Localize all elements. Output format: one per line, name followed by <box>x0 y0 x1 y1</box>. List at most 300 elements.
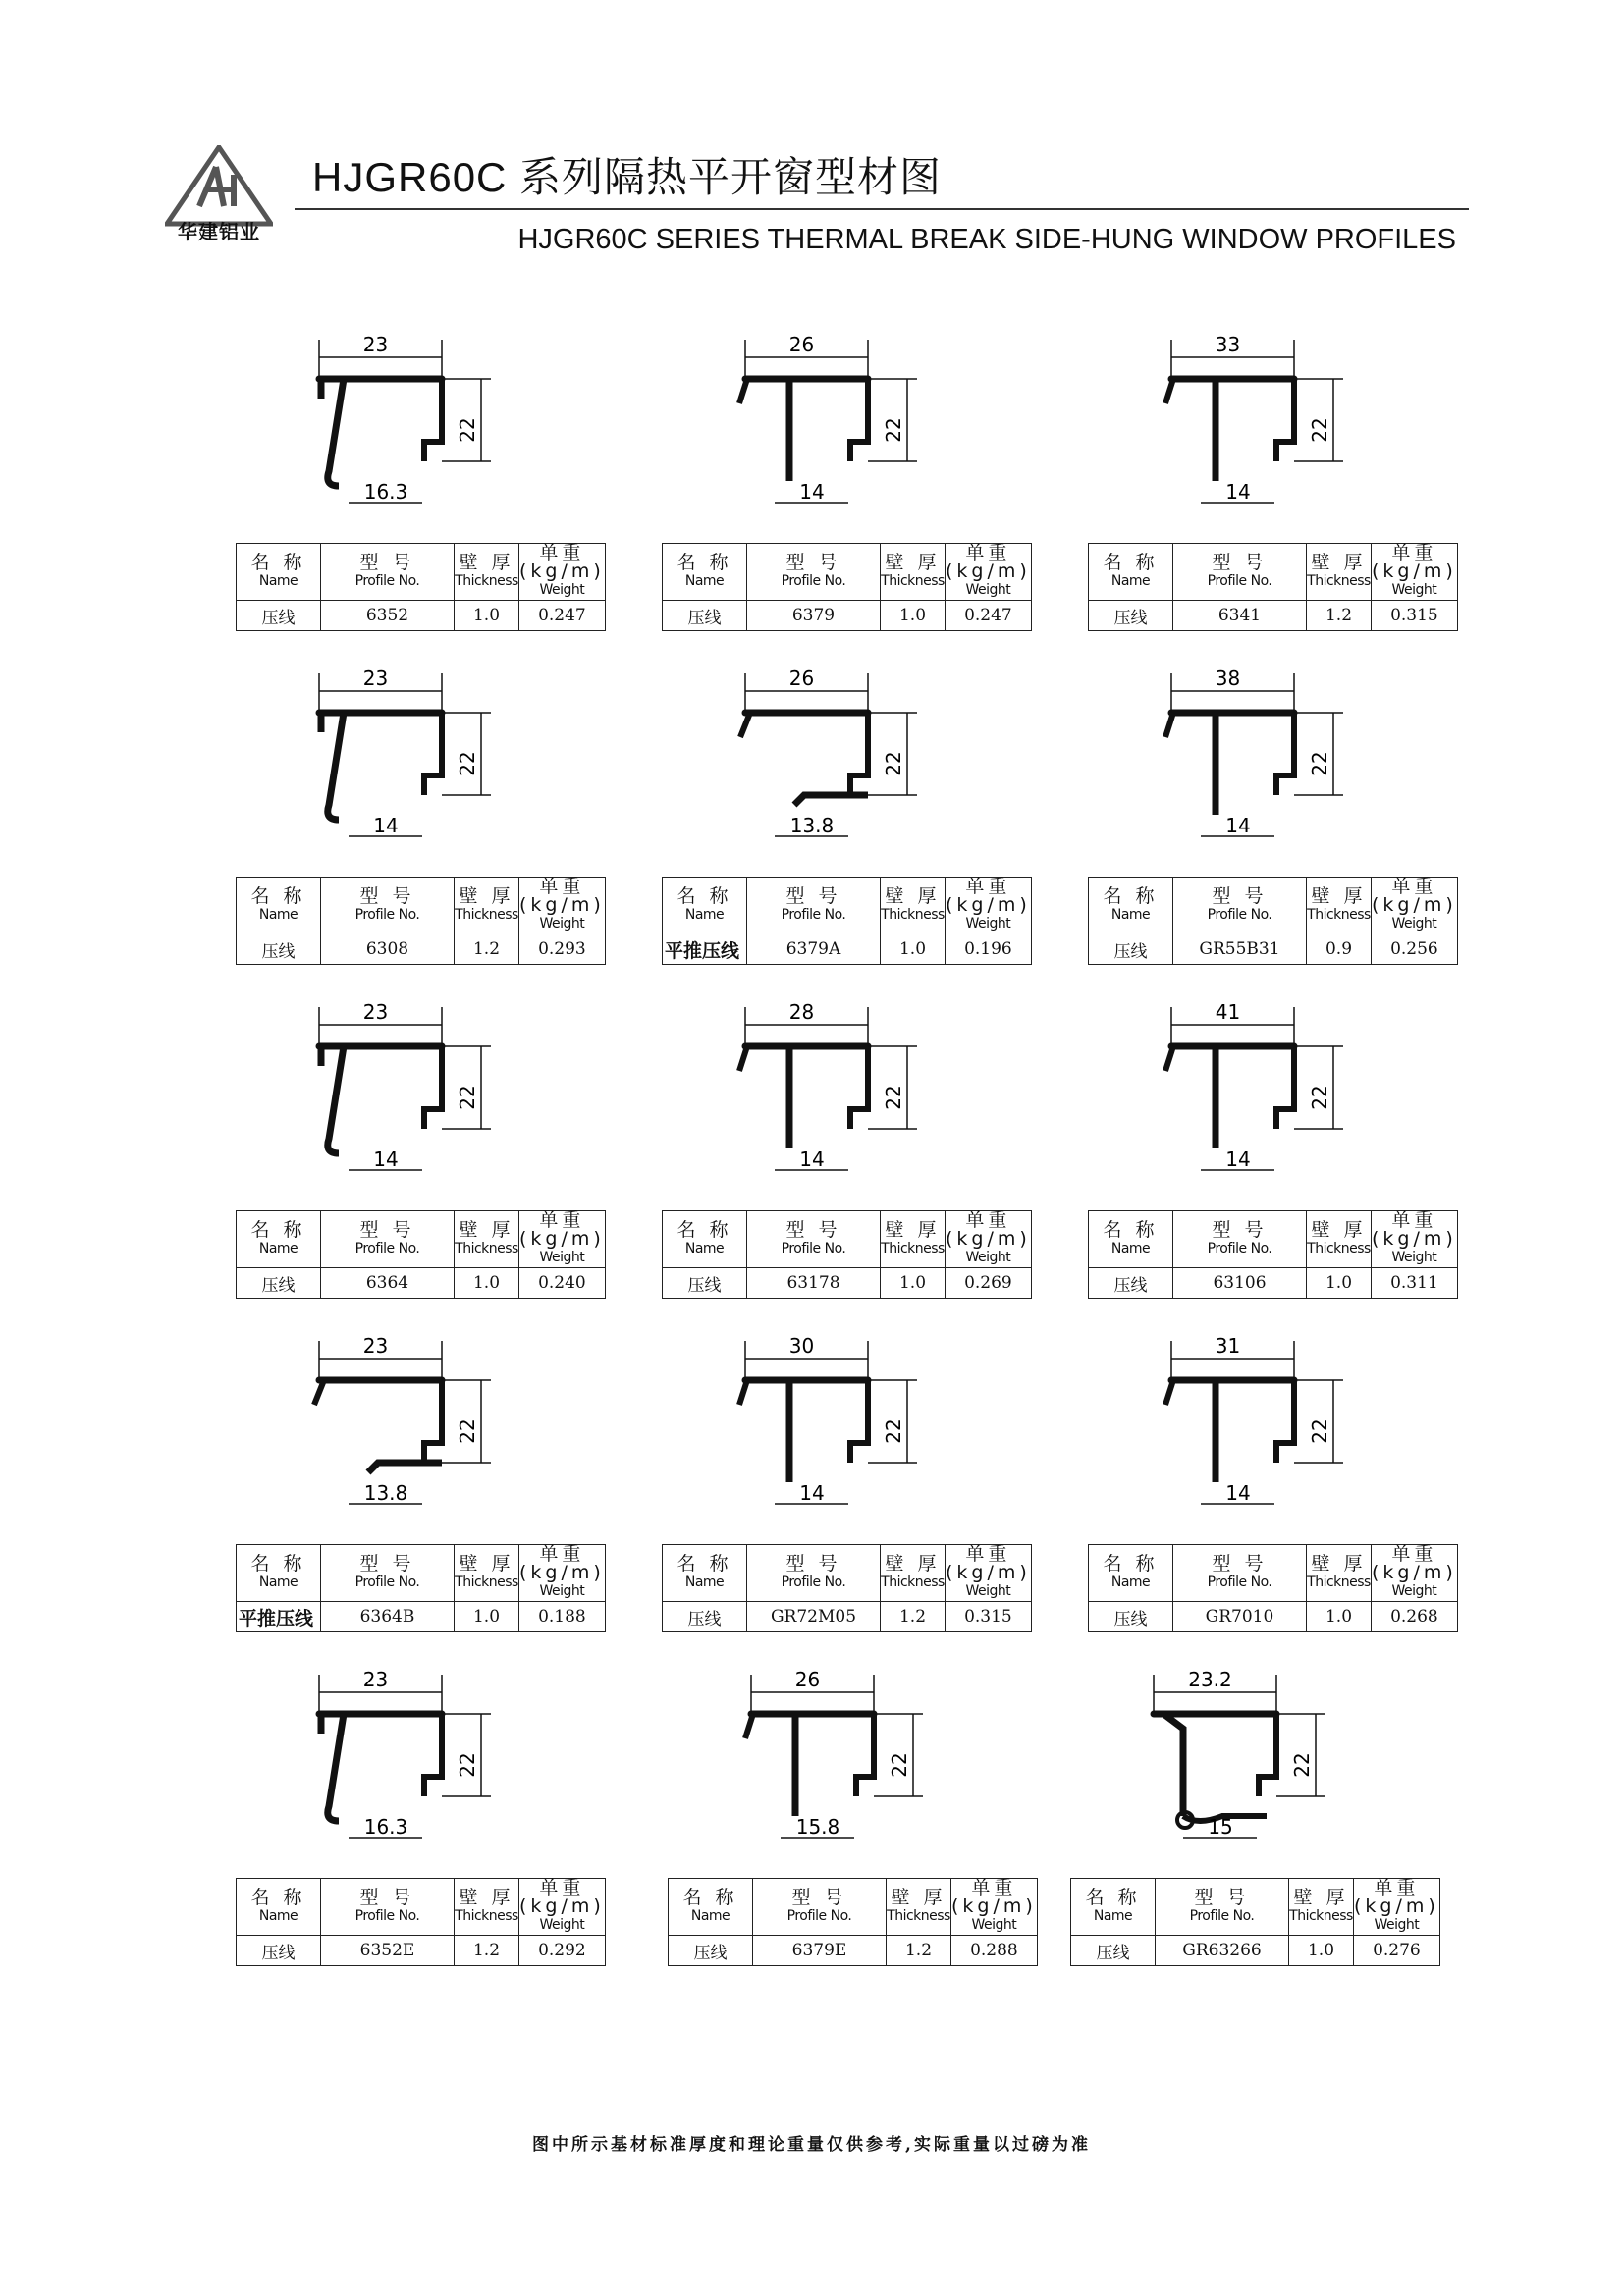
header-weight <box>519 878 606 934</box>
cell-weight: 0.268 <box>1372 1602 1458 1632</box>
header-name <box>237 878 321 934</box>
header-cn: 壁 厚 <box>1311 1552 1367 1575</box>
header-weight <box>951 1879 1038 1936</box>
header-cn: 单重(kg/m) <box>1354 1877 1439 1917</box>
cell-thickness: 1.2 <box>455 1936 519 1966</box>
profile-section-drawing <box>319 379 442 486</box>
profile-card <box>1070 1657 1447 1986</box>
dim-bottom-label: 13.8 <box>363 1481 408 1505</box>
dim-width-label: 33 <box>1215 333 1241 356</box>
dim-width-label: 26 <box>788 667 815 690</box>
header-en: Weight <box>965 582 1011 598</box>
header-cn: 单重(kg/m) <box>519 876 605 916</box>
profile-section-drawing <box>1165 1046 1294 1148</box>
page-subtitle: HJGR60C SERIES THERMAL BREAK SIDE-HUNG WINDOW PROFILES <box>517 224 1456 255</box>
profile-drawing <box>236 989 613 1210</box>
cell-thickness: 1.2 <box>1307 601 1372 631</box>
cell-weight: 0.256 <box>1372 934 1458 965</box>
profile-drawing <box>1088 322 1465 543</box>
dim-width-label: 23 <box>362 1334 389 1358</box>
profile-section-drawing <box>1165 379 1294 481</box>
profile-drawing <box>236 1657 613 1878</box>
header-thickness <box>881 878 946 934</box>
header-cn: 单重(kg/m) <box>946 1543 1031 1583</box>
profile-section-drawing <box>319 713 442 820</box>
header-cn: 名 称 <box>1103 884 1159 907</box>
header-cn: 型 号 <box>1212 1552 1268 1575</box>
header-cn: 名 称 <box>250 1218 306 1241</box>
dim-width-label: 23 <box>362 333 389 356</box>
profile-card <box>668 1657 1045 1986</box>
header-profile-no <box>321 544 455 601</box>
cell-thickness: 1.2 <box>887 1936 951 1966</box>
header-cn: 壁 厚 <box>1311 1218 1367 1241</box>
header-en: Name <box>690 1907 730 1924</box>
dim-height-label: 22 <box>1308 417 1331 443</box>
header-en: Thickness <box>1307 1240 1371 1256</box>
footnote: 图中所示基材标准厚度和理论重量仅供参考,实际重量以过磅为准 <box>532 2135 1091 2155</box>
header-profile-no <box>747 1545 881 1602</box>
spec-table <box>1088 1544 1458 1632</box>
header-thickness <box>455 1545 519 1602</box>
spec-table <box>1088 1210 1458 1299</box>
header-en: Weight <box>1374 1917 1420 1933</box>
cell-thickness: 1.0 <box>1307 1268 1372 1299</box>
header-en: Weight <box>539 916 585 932</box>
header-thickness <box>1307 878 1372 934</box>
spec-table <box>1088 543 1458 631</box>
header-profile-no <box>321 1879 455 1936</box>
profile-card <box>662 656 1039 985</box>
header-cn: 壁 厚 <box>459 884 514 907</box>
spec-table <box>236 1878 606 1966</box>
cell-name: 压线 <box>1089 934 1173 965</box>
dim-bottom-label: 14 <box>1225 1481 1251 1505</box>
cell-name: 压线 <box>1071 1936 1156 1966</box>
header-cn: 壁 厚 <box>885 1552 941 1575</box>
header-cn: 单重(kg/m) <box>946 1209 1031 1250</box>
header-en: Thickness <box>887 1907 950 1924</box>
header-en: Thickness <box>1307 1574 1371 1590</box>
header-cn: 型 号 <box>785 1218 841 1241</box>
header-weight <box>1354 1879 1440 1936</box>
profile-card <box>662 989 1039 1318</box>
logo-text: 华建铝业 <box>178 220 260 243</box>
header-en: Name <box>1110 1574 1151 1590</box>
header-profile-no <box>747 878 881 934</box>
header-thickness <box>455 1879 519 1936</box>
cell-thickness: 1.0 <box>881 1268 946 1299</box>
header-en: Thickness <box>1307 572 1371 589</box>
profile-card <box>1088 656 1465 985</box>
dim-height-label: 22 <box>456 1752 479 1778</box>
header-cn: 单重(kg/m) <box>519 542 605 582</box>
spec-table <box>236 543 606 631</box>
profile-card <box>662 322 1039 651</box>
cell-name: 压线 <box>237 934 321 965</box>
header-en: Weight <box>965 1250 1011 1265</box>
header-cn: 名 称 <box>676 1552 732 1575</box>
header-profile-no <box>747 1211 881 1268</box>
header-en: Name <box>1110 1240 1151 1256</box>
dim-bottom-label: 14 <box>1225 480 1251 504</box>
cell-profile-no: 6364B <box>321 1602 455 1632</box>
dim-bottom-label: 14 <box>373 814 399 837</box>
cell-name: 压线 <box>237 1936 321 1966</box>
header-name <box>663 878 747 934</box>
header-cn: 型 号 <box>1194 1886 1250 1908</box>
header-name <box>663 1211 747 1268</box>
header-cn: 型 号 <box>1212 1218 1268 1241</box>
header-weight <box>946 1211 1032 1268</box>
header-en: Profile No. <box>1207 1574 1272 1590</box>
spec-table <box>236 1210 606 1299</box>
header-cn: 壁 厚 <box>459 1218 514 1241</box>
spec-table <box>668 1878 1038 1966</box>
header-cn: 名 称 <box>250 1552 306 1575</box>
cell-name: 压线 <box>1089 1602 1173 1632</box>
profile-card <box>236 989 613 1318</box>
dim-width-label: 26 <box>794 1668 821 1691</box>
header-thickness <box>887 1879 951 1936</box>
dim-width-label: 23 <box>362 667 389 690</box>
header-en: Weight <box>1391 1250 1437 1265</box>
profile-section-drawing <box>739 1380 868 1482</box>
header-en: Thickness <box>881 572 945 589</box>
profile-drawing <box>1088 656 1465 877</box>
profile-card <box>236 1657 613 1986</box>
cell-thickness: 0.9 <box>1307 934 1372 965</box>
cell-profile-no: 63106 <box>1173 1268 1307 1299</box>
cell-profile-no: 6352 <box>321 601 455 631</box>
profile-card <box>1088 322 1465 651</box>
header-en: Thickness <box>455 572 518 589</box>
header-name <box>237 1211 321 1268</box>
dim-bottom-label: 14 <box>1225 814 1251 837</box>
header-cn: 单重(kg/m) <box>519 1543 605 1583</box>
header-name <box>237 544 321 601</box>
spec-table <box>1070 1878 1440 1966</box>
profile-drawing <box>662 656 1039 877</box>
dim-height-label: 22 <box>882 1085 905 1110</box>
header-thickness <box>455 544 519 601</box>
header-profile-no <box>321 878 455 934</box>
cell-thickness: 1.2 <box>881 1602 946 1632</box>
header-name <box>1089 1211 1173 1268</box>
title-divider <box>295 208 1469 210</box>
header-en: Profile No. <box>354 1907 420 1924</box>
cell-profile-no: GR55B31 <box>1173 934 1307 965</box>
header-thickness <box>1307 1211 1372 1268</box>
header-cn: 名 称 <box>682 1886 738 1908</box>
header-cn: 型 号 <box>359 1886 415 1908</box>
header-cn: 单重(kg/m) <box>946 542 1031 582</box>
profile-drawing <box>236 1323 613 1544</box>
profile-drawing <box>1070 1657 1447 1878</box>
dim-width-label: 41 <box>1215 1000 1241 1024</box>
header-thickness <box>1307 1545 1372 1602</box>
spec-table <box>662 1210 1032 1299</box>
header-name <box>1089 544 1173 601</box>
cell-thickness: 1.0 <box>1307 1602 1372 1632</box>
profile-section-drawing <box>739 1046 868 1148</box>
header-cn: 名 称 <box>1085 1886 1141 1908</box>
cell-weight: 0.276 <box>1354 1936 1440 1966</box>
header-weight <box>519 1545 606 1602</box>
spec-table <box>236 877 606 965</box>
header-weight <box>946 544 1032 601</box>
spec-table <box>662 1544 1032 1632</box>
dim-height-label: 22 <box>888 1752 911 1778</box>
profile-card <box>236 322 613 651</box>
header-cn: 型 号 <box>1212 884 1268 907</box>
header-cn: 单重(kg/m) <box>519 1209 605 1250</box>
header-en: Thickness <box>455 1240 518 1256</box>
header-en: Thickness <box>1289 1907 1353 1924</box>
header-en: Weight <box>1391 916 1437 932</box>
header-cn: 名 称 <box>250 1886 306 1908</box>
dim-bottom-label: 14 <box>799 480 825 504</box>
header-cn: 壁 厚 <box>885 1218 941 1241</box>
cell-name: 压线 <box>669 1936 753 1966</box>
header-cn: 单重(kg/m) <box>519 1877 605 1917</box>
header-profile-no <box>753 1879 887 1936</box>
header-cn: 型 号 <box>785 1552 841 1575</box>
dim-height-label: 22 <box>1290 1752 1314 1778</box>
header-en: Name <box>1110 906 1151 923</box>
profile-drawing <box>1088 1323 1465 1544</box>
profile-card <box>662 1323 1039 1652</box>
header-en: Profile No. <box>781 572 846 589</box>
header-cn: 名 称 <box>250 884 306 907</box>
header-cn: 型 号 <box>1212 551 1268 573</box>
header-en: Name <box>258 1240 298 1256</box>
header-cn: 型 号 <box>785 551 841 573</box>
profile-drawing <box>236 656 613 877</box>
header-en: Profile No. <box>1189 1907 1255 1924</box>
header-en: Name <box>258 1907 298 1924</box>
header-name <box>663 544 747 601</box>
cell-profile-no: 63178 <box>747 1268 881 1299</box>
header-cn: 壁 厚 <box>459 1552 514 1575</box>
header-en: Profile No. <box>786 1907 852 1924</box>
header-en: Profile No. <box>354 572 420 589</box>
cell-thickness: 1.0 <box>1289 1936 1354 1966</box>
header-en: Profile No. <box>1207 572 1272 589</box>
cell-weight: 0.247 <box>519 601 606 631</box>
header-en: Weight <box>965 1583 1011 1599</box>
cell-name: 压线 <box>237 1268 321 1299</box>
header-en: Thickness <box>881 1240 945 1256</box>
header-en: Name <box>258 906 298 923</box>
header-cn: 名 称 <box>676 884 732 907</box>
header-en: Weight <box>539 1250 585 1265</box>
dim-width-label: 38 <box>1215 667 1241 690</box>
dim-height-label: 22 <box>1308 1418 1331 1444</box>
header-en: Profile No. <box>781 1240 846 1256</box>
header-cn: 壁 厚 <box>1311 551 1367 573</box>
profile-drawing <box>236 322 613 543</box>
cell-weight: 0.292 <box>519 1936 606 1966</box>
header-cn: 型 号 <box>791 1886 847 1908</box>
dim-bottom-label: 16.3 <box>363 1815 408 1839</box>
header-profile-no <box>321 1545 455 1602</box>
profile-section-drawing <box>1165 713 1294 815</box>
profile-section-drawing <box>319 1046 442 1153</box>
header-en: Thickness <box>881 1574 945 1590</box>
header-cn: 单重(kg/m) <box>1372 542 1457 582</box>
dim-height-label: 22 <box>456 1418 479 1444</box>
header-en: Name <box>1110 572 1151 589</box>
header-en: Thickness <box>881 906 945 923</box>
header-cn: 壁 厚 <box>459 551 514 573</box>
header-weight <box>1372 544 1458 601</box>
dim-bottom-label: 15.8 <box>795 1815 840 1839</box>
header-en: Profile No. <box>354 1574 420 1590</box>
header-cn: 名 称 <box>676 1218 732 1241</box>
header-profile-no <box>1173 1545 1307 1602</box>
header-thickness <box>1289 1879 1354 1936</box>
cell-profile-no: 6308 <box>321 934 455 965</box>
header-cn: 名 称 <box>250 551 306 573</box>
header-thickness <box>455 1211 519 1268</box>
dim-width-label: 31 <box>1215 1334 1241 1358</box>
header-weight <box>519 544 606 601</box>
cell-weight: 0.247 <box>946 601 1032 631</box>
cell-profile-no: 6352E <box>321 1936 455 1966</box>
header-en: Weight <box>539 1917 585 1933</box>
dim-bottom-label: 13.8 <box>789 814 835 837</box>
cell-weight: 0.293 <box>519 934 606 965</box>
profile-drawing <box>662 989 1039 1210</box>
profile-section-drawing <box>740 713 868 805</box>
header-weight <box>1372 1545 1458 1602</box>
header-cn: 型 号 <box>359 551 415 573</box>
cell-profile-no: 6379E <box>753 1936 887 1966</box>
spec-table <box>662 877 1032 965</box>
header-en: Weight <box>1391 1583 1437 1599</box>
header-weight <box>946 878 1032 934</box>
header-cn: 壁 厚 <box>1293 1886 1349 1908</box>
dim-height-label: 22 <box>882 1418 905 1444</box>
profile-section-drawing <box>1154 1714 1276 1828</box>
dim-width-label: 23 <box>362 1668 389 1691</box>
cell-weight: 0.311 <box>1372 1268 1458 1299</box>
dim-height-label: 22 <box>456 1085 479 1110</box>
header-en: Name <box>684 906 725 923</box>
cell-profile-no: 6364 <box>321 1268 455 1299</box>
header-en: Thickness <box>455 1907 518 1924</box>
header-weight <box>1372 878 1458 934</box>
cell-thickness: 1.0 <box>455 1602 519 1632</box>
header-en: Profile No. <box>354 1240 420 1256</box>
header-en: Name <box>1093 1907 1133 1924</box>
header-cn: 名 称 <box>1103 1552 1159 1575</box>
header-weight <box>1372 1211 1458 1268</box>
cell-weight: 0.188 <box>519 1602 606 1632</box>
header-cn: 名 称 <box>676 551 732 573</box>
cell-thickness: 1.0 <box>455 601 519 631</box>
header-cn: 型 号 <box>785 884 841 907</box>
header-en: Weight <box>539 582 585 598</box>
profile-card <box>236 1323 613 1652</box>
header-en: Thickness <box>455 1574 518 1590</box>
cell-thickness: 1.0 <box>881 601 946 631</box>
header-weight <box>519 1879 606 1936</box>
cell-profile-no: 6379 <box>747 601 881 631</box>
header-en: Name <box>258 572 298 589</box>
dim-bottom-label: 14 <box>799 1481 825 1505</box>
dim-bottom-label: 14 <box>373 1148 399 1171</box>
profile-card <box>236 656 613 985</box>
header-cn: 单重(kg/m) <box>946 876 1031 916</box>
profile-drawing <box>662 322 1039 543</box>
cell-name: 压线 <box>663 1268 747 1299</box>
cell-profile-no: GR63266 <box>1156 1936 1289 1966</box>
header-en: Weight <box>965 916 1011 932</box>
dim-height-label: 22 <box>882 751 905 776</box>
spec-table <box>662 543 1032 631</box>
header-profile-no <box>1173 878 1307 934</box>
dim-width-label: 26 <box>788 333 815 356</box>
cell-thickness: 1.0 <box>455 1268 519 1299</box>
header-en: Weight <box>1391 582 1437 598</box>
header-en: Profile No. <box>1207 906 1272 923</box>
header-en: Profile No. <box>781 906 846 923</box>
header-cn: 型 号 <box>359 884 415 907</box>
cell-name: 压线 <box>1089 601 1173 631</box>
header-en: Name <box>684 1240 725 1256</box>
profile-card <box>1088 1323 1465 1652</box>
header-cn: 单重(kg/m) <box>1372 1209 1457 1250</box>
cell-weight: 0.315 <box>1372 601 1458 631</box>
cell-thickness: 1.2 <box>455 934 519 965</box>
header-cn: 壁 厚 <box>885 884 941 907</box>
header-name <box>237 1545 321 1602</box>
header-en: Name <box>258 1574 298 1590</box>
header-en: Thickness <box>455 906 518 923</box>
header-thickness <box>881 1545 946 1602</box>
profile-drawing <box>662 1323 1039 1544</box>
dim-height-label: 22 <box>882 417 905 443</box>
header-en: Profile No. <box>354 906 420 923</box>
cell-profile-no: GR7010 <box>1173 1602 1307 1632</box>
header-profile-no <box>321 1211 455 1268</box>
header-en: Profile No. <box>781 1574 846 1590</box>
header-profile-no <box>747 544 881 601</box>
header-name <box>1071 1879 1156 1936</box>
cell-name: 压线 <box>663 601 747 631</box>
header-thickness <box>455 878 519 934</box>
header-weight <box>519 1211 606 1268</box>
cell-profile-no: 6379A <box>747 934 881 965</box>
dim-bottom-label: 14 <box>799 1148 825 1171</box>
profile-card <box>1088 989 1465 1318</box>
cell-thickness: 1.0 <box>881 934 946 965</box>
header-cn: 型 号 <box>359 1552 415 1575</box>
cell-profile-no: GR72M05 <box>747 1602 881 1632</box>
header-cn: 壁 厚 <box>1311 884 1367 907</box>
spec-table <box>1088 877 1458 965</box>
cell-name: 压线 <box>237 601 321 631</box>
cell-weight: 0.240 <box>519 1268 606 1299</box>
header-en: Name <box>684 1574 725 1590</box>
header-en: Weight <box>971 1917 1017 1933</box>
dim-height-label: 22 <box>1308 751 1331 776</box>
page-title: HJGR60C 系列隔热平开窗型材图 <box>312 154 943 200</box>
header-cn: 单重(kg/m) <box>1372 1543 1457 1583</box>
dim-bottom-label: 15 <box>1208 1815 1233 1839</box>
